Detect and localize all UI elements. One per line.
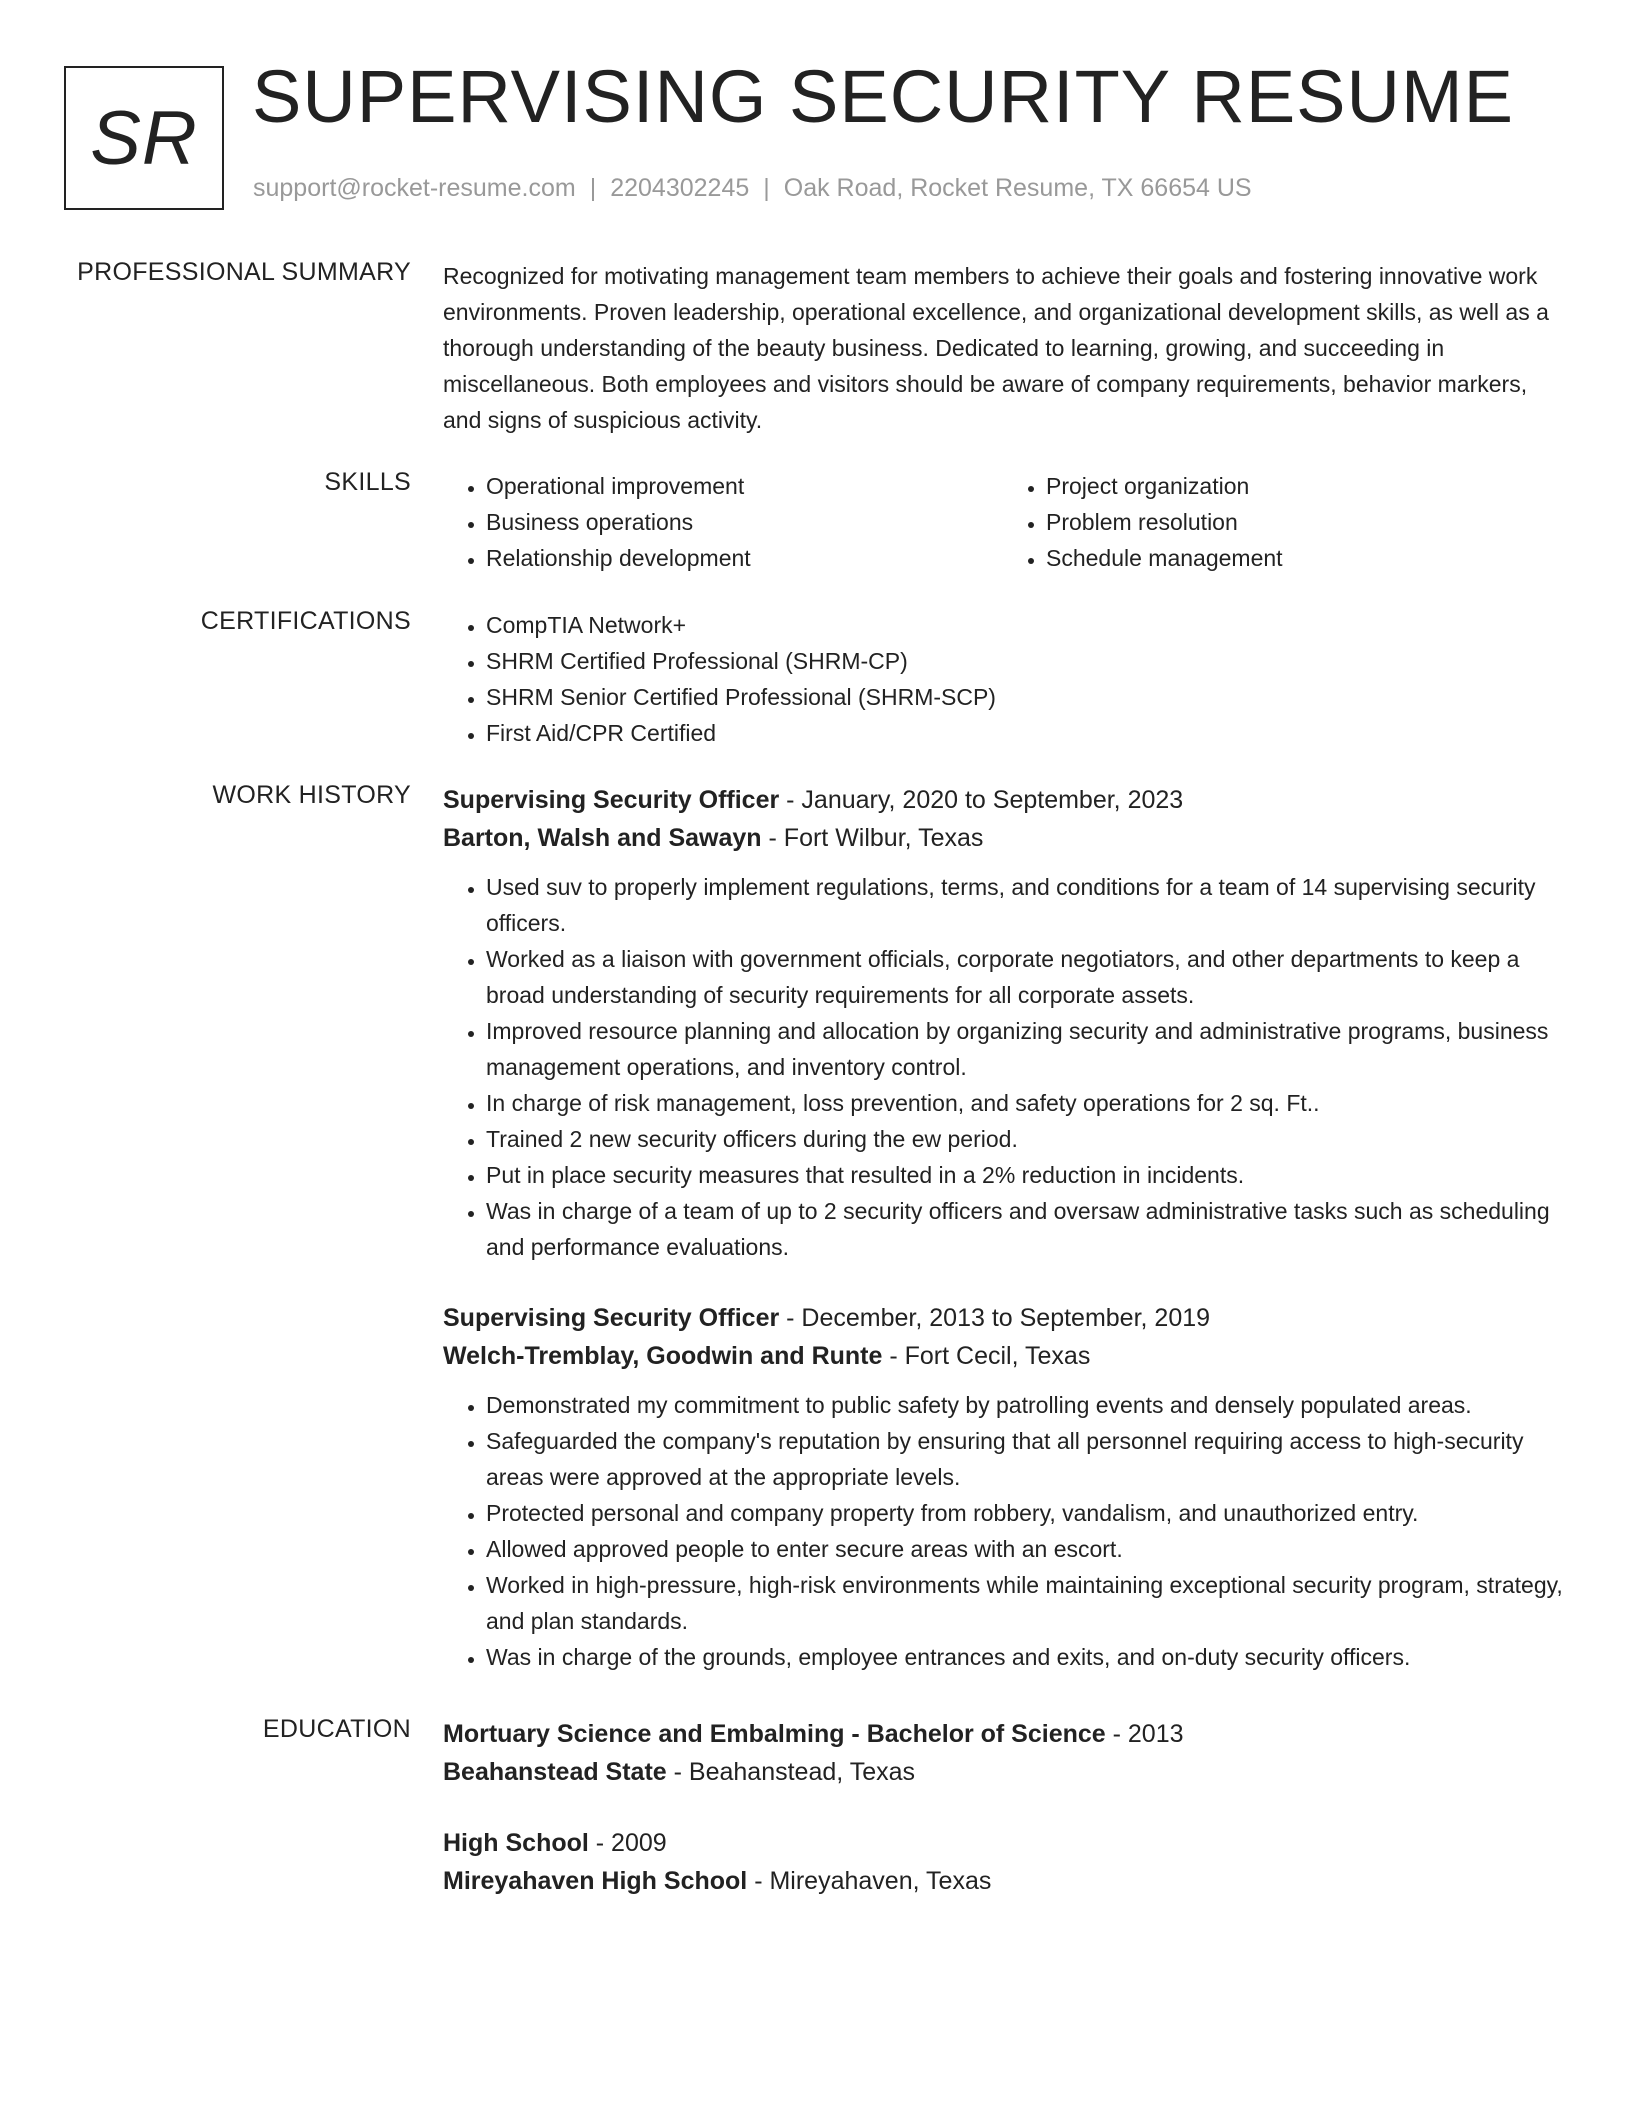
degree-line [443,1715,1563,1753]
degree: High School [443,1829,589,1857]
list-item: • Demonstrated my commitment to public safety by patrolling events and densely populated areas. [486,1387,1563,1423]
job-company: Barton, Walsh and Sawayn [443,824,762,852]
list-item: • Was in charge of a team of up to 2 security officers and oversaw administrative tasks such as scheduling and performance evaluations. [486,1193,1563,1265]
list-item: • Used suv to properly implement regulations, terms, and conditions for a team of 14 supervising security officers. [486,869,1563,941]
job-company-line [443,819,1563,857]
degree-line [443,1824,1563,1862]
skills-list-left [443,468,1003,576]
degree: Mortuary Science and Embalming - Bachelor of Science [443,1720,1106,1748]
certifications-list [443,607,1563,751]
job-title-line [443,1299,1563,1337]
contact-email[interactable]: support@rocket-resume.com [253,174,576,202]
summary-content [443,258,1563,438]
school: Mireyahaven High School [443,1867,748,1895]
list-item: • CompTIA Network+ [486,607,1563,643]
section-label-skills: SKILLS [324,468,411,496]
list-item: • Trained 2 new security officers during the ew period. [486,1121,1563,1157]
list-item: • First Aid/CPR Certified [486,715,1563,751]
job-bullets [443,1387,1563,1675]
list-item: • Put in place security measures that resulted in a 2% reduction in incidents. [486,1157,1563,1193]
list-item: • In charge of risk management, loss prevention, and safety operations for 2 sq. Ft.. [486,1085,1563,1121]
job-title: Supervising Security Officer [443,786,780,814]
contact-separator: | [763,174,770,202]
page-title: SUPERVISING SECURITY RESUME [252,55,1514,138]
job-title-line [443,781,1563,819]
list-item: • Protected personal and company property from robbery, vandalism, and unauthorized entry. [486,1495,1563,1531]
list-item: • Was in charge of the grounds, employee entrances and exits, and on-duty security officers. [486,1639,1563,1675]
job-company-line [443,1337,1563,1375]
job-company: Welch-Tremblay, Goodwin and Runte [443,1342,883,1370]
list-item: • Safeguarded the company's reputation by ensuring that all personnel requiring access to high-security areas were approved at the appropriate levels. [486,1423,1563,1495]
degree-year: - 2013 [1105,1720,1184,1748]
education-entry [443,1715,1563,1791]
list-item: • Operational improvement [486,468,1003,504]
degree-year: - 2009 [588,1829,667,1857]
job-title: Supervising Security Officer [443,1304,780,1332]
certifications-content [443,607,1563,751]
contact-line [253,174,1252,203]
section-label-certifications: CERTIFICATIONS [200,607,411,635]
list-item: • Problem resolution [1046,504,1563,540]
education-content [443,1715,1563,1900]
education-entry [443,1824,1563,1900]
list-item: • SHRM Certified Professional (SHRM-CP) [486,643,1563,679]
job-bullets [443,869,1563,1265]
job-location: - Fort Cecil, Texas [882,1342,1091,1370]
job-entry [443,781,1563,1265]
contact-address: Oak Road, Rocket Resume, TX 66654 US [783,174,1252,202]
school-line [443,1862,1563,1900]
list-item: • Project organization [1046,468,1563,504]
list-item: • Improved resource planning and allocation by organizing security and administrative programs, business management operations, and inventory control. [486,1013,1563,1085]
job-dates: - January, 2020 to September, 2023 [779,786,1184,814]
list-item: • Relationship development [486,540,1003,576]
list-item: • SHRM Senior Certified Professional (SHRM-SCP) [486,679,1563,715]
monogram-badge: SR [64,66,224,210]
summary-text: Recognized for motivating management team members to achieve their goals and fostering innovative work environments. Proven leadership, operational excellence, and organizational development skills, as well as a thorough understanding of the beauty business. Dedicated to learning, growing, and succeeding in miscellaneous. Both employees and visitors should be aware of company requirements, behavior markers, and signs of suspicious activity. [443,263,1549,433]
contact-phone[interactable]: 2204302245 [610,174,750,202]
list-item: • Worked in high-pressure, high-risk environments while maintaining exceptional security program, strategy, and plan standards. [486,1567,1563,1639]
contact-separator: | [589,174,597,202]
job-location: - Fort Wilbur, Texas [761,824,984,852]
job-entry [443,1299,1563,1675]
school-line [443,1753,1563,1791]
list-item: • Worked as a liaison with government officials, corporate negotiators, and other departments to keep a broad understanding of security requirements for all corporate assets. [486,941,1563,1013]
job-dates: - December, 2013 to September, 2019 [779,1304,1211,1332]
section-label-summary: PROFESSIONAL SUMMARY [77,258,411,286]
list-item: • Allowed approved people to enter secure areas with an escort. [486,1531,1563,1567]
school-location: - Mireyahaven, Texas [747,1867,992,1895]
section-label-work-history: WORK HISTORY [212,781,411,809]
list-item: • Schedule management [1046,540,1563,576]
work-history-content [443,781,1563,1675]
section-label-education: EDUCATION [262,1715,411,1743]
skills-content [443,468,1563,576]
skills-list-right [1003,468,1563,576]
school-location: - Beahanstead, Texas [666,1758,916,1786]
list-item: • Business operations [486,504,1003,540]
school: Beahanstead State [443,1758,667,1786]
